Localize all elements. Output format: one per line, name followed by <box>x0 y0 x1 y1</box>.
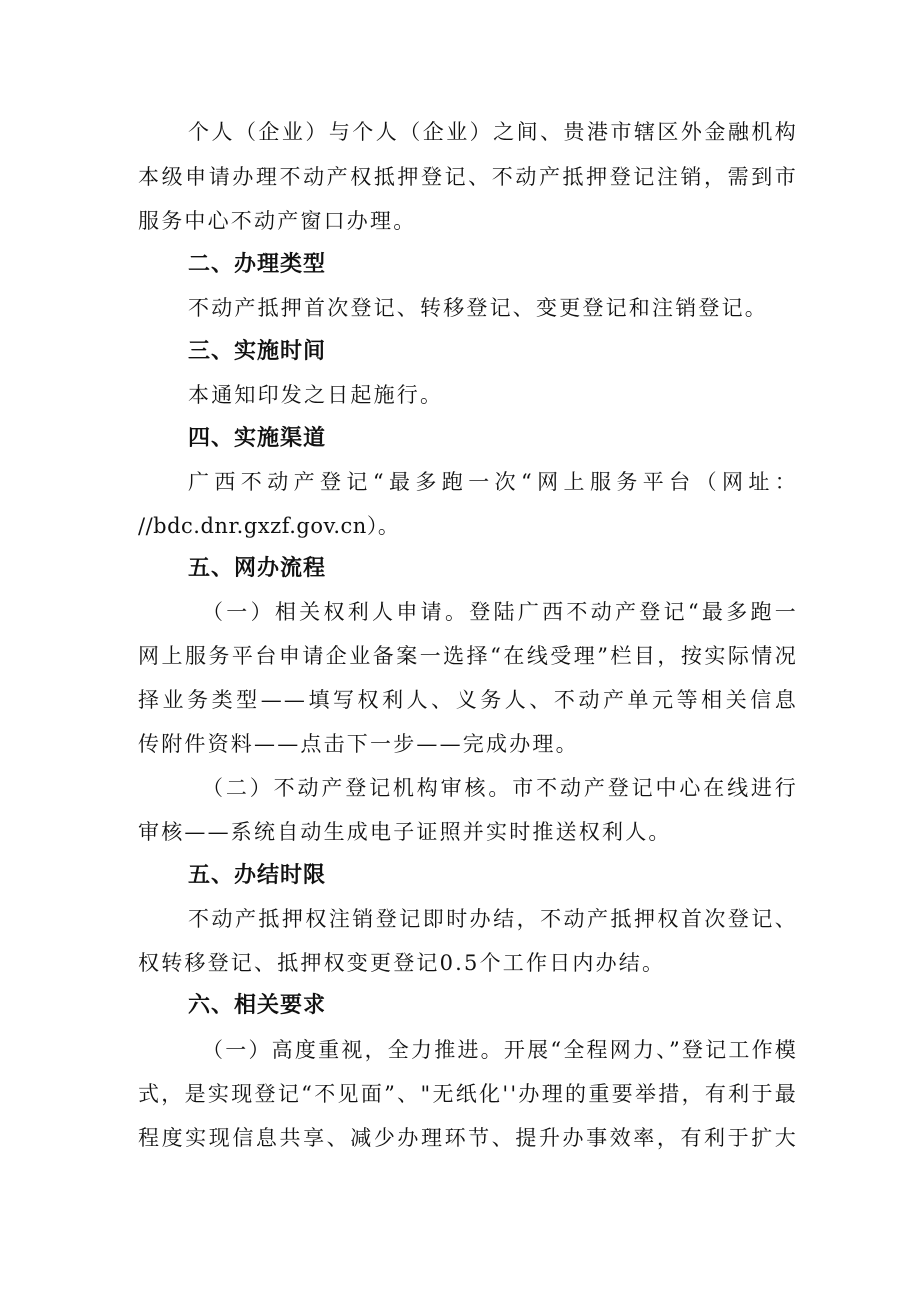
paragraph-line: （一）高度重视，全力推进。开展“全程网力、”登记工作模 <box>202 1038 798 1062</box>
paragraph-line: 广西不动产登记“最多跑一次“网上服务平台（网址： <box>188 470 798 494</box>
paragraph-line: （一）相关权利人申请。登陆广西不动产登记“最多跑一 <box>202 600 798 624</box>
section-heading: 二、办理类型 <box>188 252 327 277</box>
paragraph-line: 择业务类型——填写权利人、义务人、不动产单元等相关信息 <box>138 688 798 712</box>
paragraph-line: 程度实现信息共享、减少办理环节、提升办事效率，有利于扩大 <box>138 1126 798 1150</box>
paragraph-line: 传附件资料——点击下一步——完成办理。 <box>138 732 579 756</box>
paragraph-line: 本通知印发之日起施行。 <box>188 383 444 407</box>
paragraph-line: 权转移登记、抵押权变更登记0.5个工作日内办结。 <box>138 951 666 975</box>
section-heading: 六、相关要求 <box>188 993 327 1018</box>
paragraph-line: 审核——系统自动生成电子证照并实时推送权利人。 <box>138 820 672 844</box>
paragraph-line: 本级申请办理不动产权抵押登记、不动产抵押登记注销，需到市 <box>138 165 798 189</box>
paragraph-line: 网上服务平台申请企业备案一选择“在线受理”栏目，按实际情况 <box>138 644 798 668</box>
paragraph-line: 不动产抵押权注销登记即时办结，不动产抵押权首次登记、 <box>188 907 798 931</box>
paragraph-line: 服务中心不动产窗口办理。 <box>138 209 417 233</box>
paragraph-line: 不动产抵押首次登记、转移登记、变更登记和注销登记。 <box>188 296 768 320</box>
section-heading: 五、办结时限 <box>188 863 327 888</box>
paragraph-line: 式，是实现登记“不见面”、"无纸化''办理的重要举措，有利于最 <box>138 1082 798 1106</box>
section-heading: 三、实施时间 <box>188 339 327 364</box>
paragraph-line: //bdc.dnr.gxzf.gov.cn）。 <box>138 514 400 538</box>
paragraph-line: （二）不动产登记机构审核。市不动产登记中心在线进行 <box>202 776 798 800</box>
paragraph-line: 个人（企业）与个人（企业）之间、贵港市辖区外金融机构 <box>188 120 798 144</box>
section-heading: 四、实施渠道 <box>188 426 327 451</box>
section-heading: 五、网办流程 <box>188 556 327 581</box>
